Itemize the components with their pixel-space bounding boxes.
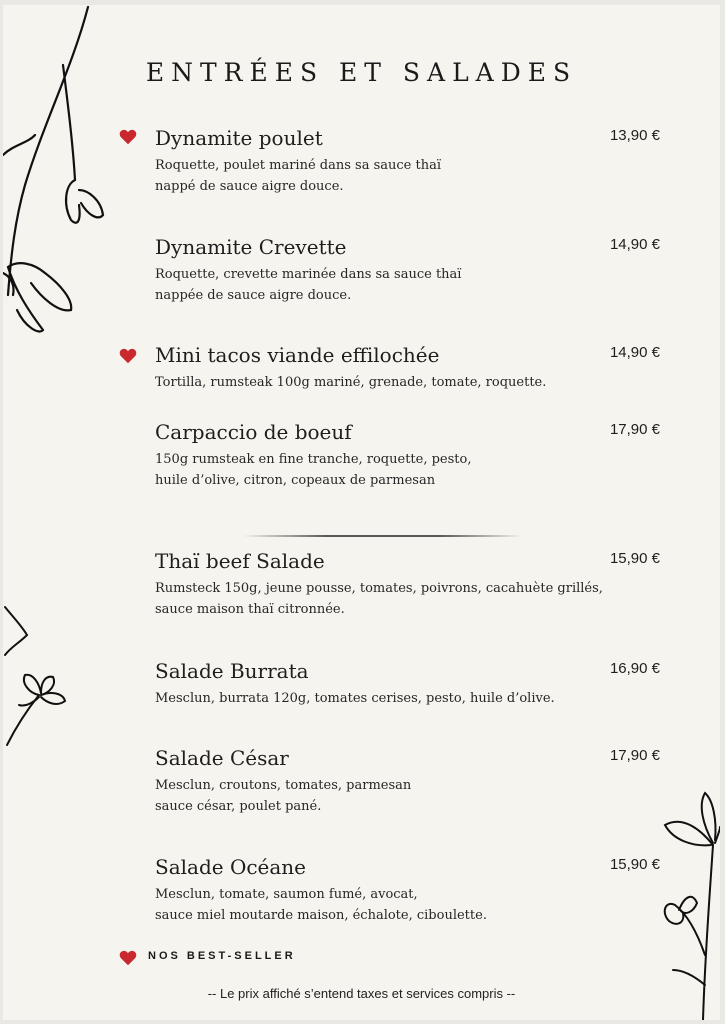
menu-item [155, 854, 675, 926]
menu-item [155, 125, 675, 197]
item-price: 17,90 € [609, 747, 660, 764]
item-name: Carpaccio de boeuf [155, 420, 352, 444]
best-seller-legend: NOS BEST-SELLER [148, 950, 296, 962]
item-description: Mesclun, tomate, saumon fumé, avocat, sauce miel moutarde maison, échalote, ciboulette. [155, 887, 487, 923]
menu-item [155, 234, 675, 306]
item-description: Mesclun, burrata 120g, tomates cerises, pesto, huile d’olive. [155, 691, 555, 706]
item-description: Mesclun, croutons, tomates, parmesan sauce césar, poulet pané. [155, 778, 412, 814]
menu-item [155, 745, 675, 817]
item-price: 16,90 € [609, 660, 660, 677]
menu-page [3, 5, 720, 1020]
item-name: Dynamite poulet [155, 126, 323, 150]
page-title: ENTRÉES ET SALADES [145, 58, 578, 87]
item-price: 13,90 € [609, 127, 660, 144]
item-price: 15,90 € [609, 550, 660, 567]
heart-icon [119, 129, 137, 145]
item-price: 14,90 € [609, 344, 660, 361]
item-description: Rumsteck 150g, jeune pousse, tomates, poivrons, cacahuète grillés, sauce maison thaï citronnée. [155, 581, 603, 617]
item-price: 14,90 € [609, 236, 660, 253]
item-name: Dynamite Crevette [155, 235, 347, 259]
item-description: Roquette, crevette marinée dans sa sauce thaï nappée de sauce aigre douce. [155, 267, 462, 303]
item-name: Thaï beef Salade [155, 549, 325, 573]
item-name: Salade Océane [155, 855, 307, 879]
floral-illustration-middle-left [3, 595, 83, 765]
item-description: Roquette, poulet mariné dans sa sauce thaï nappé de sauce aigre douce. [155, 158, 441, 194]
floral-illustration-top-left [3, 5, 113, 345]
item-name: Salade César [155, 746, 289, 770]
item-name: Mini tacos viande effilochée [155, 343, 440, 367]
item-description: 150g rumsteak en fine tranche, roquette, pesto, huile d’olive, citron, copeaux de parmesan [155, 452, 472, 488]
item-description: Tortilla, rumsteak 100g mariné, grenade, tomate, roquette. [155, 375, 547, 390]
price-disclaimer: -- Le prix affiché s’entend taxes et services compris -- [207, 986, 516, 1001]
menu-item [155, 658, 675, 709]
section-divider [243, 535, 523, 537]
menu-item [155, 419, 675, 491]
heart-icon [119, 348, 137, 364]
item-name: Salade Burrata [155, 659, 309, 683]
item-price: 17,90 € [609, 421, 660, 438]
heart-icon [119, 950, 137, 966]
item-price: 15,90 € [609, 856, 660, 873]
menu-item [155, 342, 675, 393]
menu-item [155, 548, 675, 620]
